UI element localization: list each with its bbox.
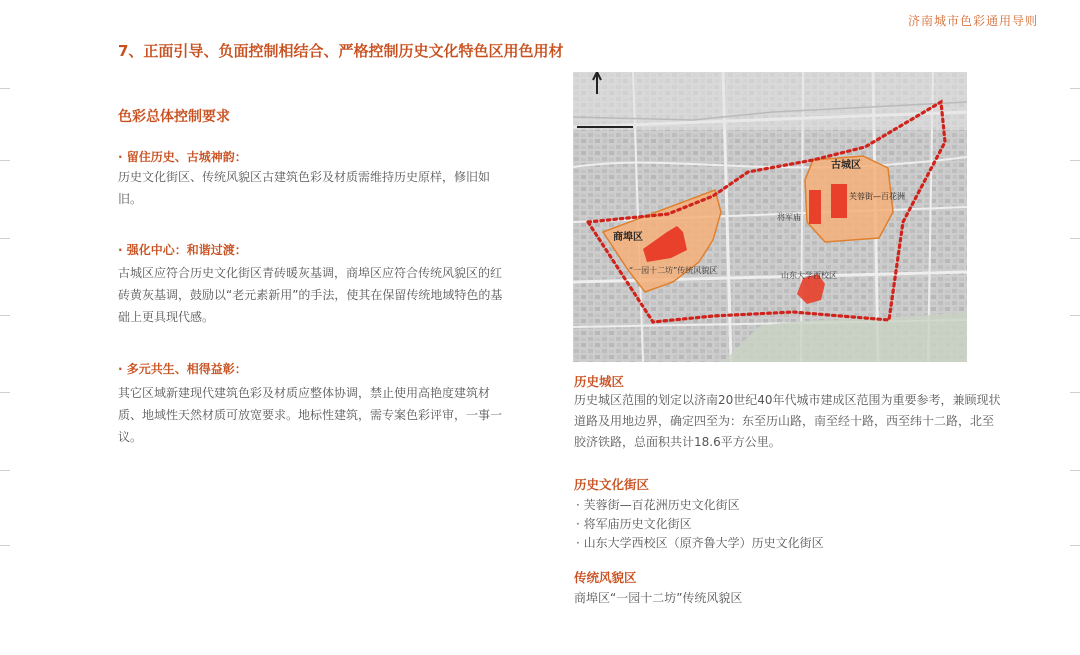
edge-tick (0, 392, 10, 393)
right-heading: 传统风貌区 (574, 570, 637, 585)
jiangjun-district (809, 190, 821, 224)
gucheng-label: 古城区 (831, 160, 861, 171)
right-heading: 历史文化街区 (574, 477, 650, 492)
edge-tick (0, 160, 10, 161)
edge-tick (0, 88, 10, 89)
bullet-title: · 多元共生、相得益彰： (118, 362, 247, 376)
edge-tick (0, 470, 10, 471)
edge-tick (1070, 238, 1080, 239)
shangbu-label: 商埠区 (613, 232, 643, 243)
edge-tick (0, 238, 10, 239)
furong-label: 芙蓉街—百花洲 (849, 192, 905, 201)
edge-tick (0, 545, 10, 546)
list-item: · 芙蓉街—百花洲历史文化街区 (576, 498, 740, 512)
edge-tick (1070, 88, 1080, 89)
page-title: 7、正面引导、负面控制相结合、严格控制历史文化特色区用色用材 (118, 42, 564, 60)
edge-tick (1070, 545, 1080, 546)
right-paragraph: 历史城区范围的划定以济南20世纪40年代城市建成区范围为重要参考，兼顾现状道路及用地边界，确定四至为：东至历山路，南至经十路，西至纬十二路，北至胶济铁路，总面积共计18.6平方公里。 (574, 393, 1001, 449)
bullet-body: 历史文化街区、传统风貌区古建筑色彩及材质需维持历史原样，修旧如旧。 (118, 170, 491, 206)
section-heading: 色彩总体控制要求 (118, 109, 230, 125)
right-heading: 历史城区 (574, 374, 625, 389)
bullet-body: 其它区域新建现代建筑色彩及材质应整体协调，禁止使用高艳度建筑材质、地域性天然材质可放宽要求。地标性建筑，需专案色彩评审，一事一议。 (118, 386, 503, 444)
shanda-label: 山东大学西校区 (781, 271, 837, 280)
edge-tick (1070, 315, 1080, 316)
edge-tick (0, 315, 10, 316)
edge-tick (1070, 160, 1080, 161)
yiyuan-label: “一园十二坊”传统风貌区 (629, 266, 718, 275)
jiangjun-label: 将军庙 (777, 213, 801, 222)
furong-district (831, 184, 847, 218)
bullet-body: 古城区应符合历史文化街区青砖暖灰基调，商埠区应符合传统风貌区的红砖黄灰基调，鼓励以“老元素新用”的手法，使其在保留传统地域特色的基础上更具现代感。 (118, 266, 503, 324)
edge-tick (1070, 392, 1080, 393)
list-item: · 山东大学西校区（原齐鲁大学）历史文化街区 (576, 536, 824, 550)
edge-tick (1070, 470, 1080, 471)
header-brand: 济南城市色彩通用导则 (907, 14, 1038, 28)
bullet-title: · 强化中心：和谐过渡： (118, 243, 247, 257)
list-item: · 将军庙历史文化街区 (576, 517, 692, 531)
bullet-title: · 留住历史、古城神韵： (118, 150, 247, 164)
historic-district-map (573, 72, 967, 362)
list-item: 商埠区“一园十二坊”传统风貌区 (574, 591, 743, 605)
